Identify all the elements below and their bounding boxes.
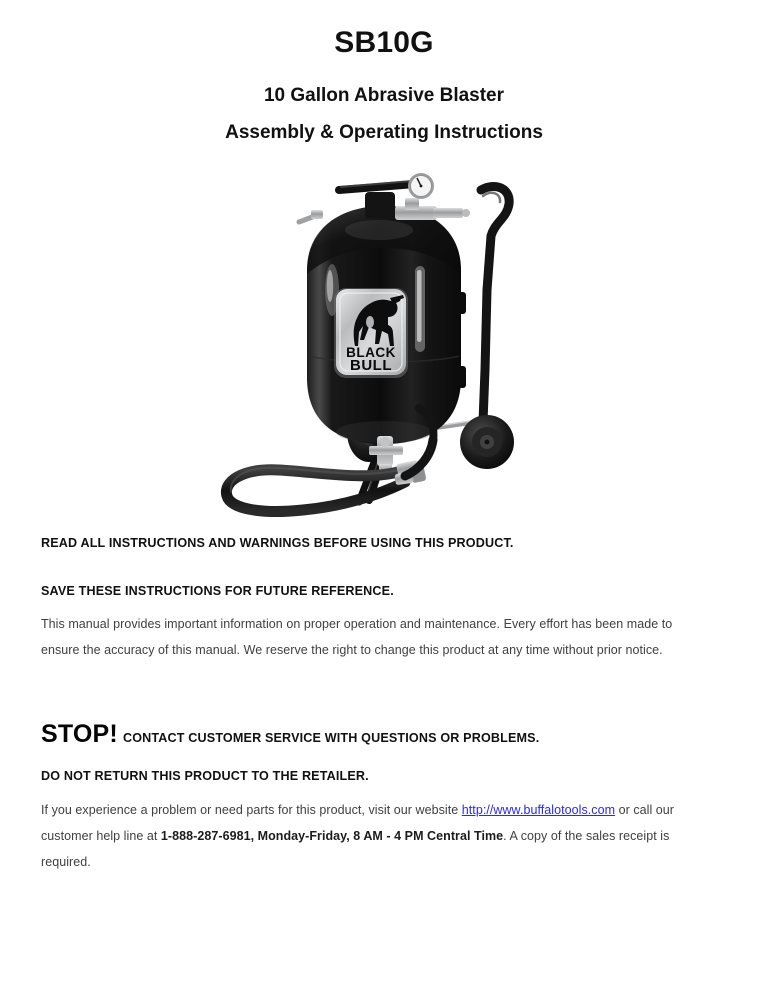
abrasive-blaster-illustration [219, 170, 549, 520]
support-paragraph [41, 797, 689, 875]
spacer [41, 552, 689, 584]
manual-paragraph: This manual provides important information on proper operation and maintenance. Every effort has been made to ensure the accuracy of this manual. We reserve the right to change this product at any time without prior notice. [41, 617, 673, 658]
badge-line1: BLACK [346, 345, 396, 360]
support-text-part3: . A copy of the sales receipt is required. [41, 829, 670, 870]
page-title: SB10G [334, 26, 434, 59]
page-subtitle-secondary: Assembly & Operating Instructions [225, 121, 543, 143]
spacer [41, 785, 689, 797]
spacer [41, 749, 689, 769]
support-hours: 1-888-287-6981, Monday-Friday, 8 AM - 4 PM Central Time [160, 829, 504, 844]
notice-read-all: READ ALL INSTRUCTIONS AND WARNINGS BEFORE USING THIS PRODUCT. [41, 536, 514, 550]
cart-handle [481, 186, 509, 422]
stop-heading [41, 719, 689, 749]
document-body [41, 536, 689, 875]
support-text-part2: or call our customer help line at [41, 803, 675, 844]
spacer [41, 599, 689, 611]
stop-word: STOP! [41, 720, 118, 749]
notice-do-not-return: DO NOT RETURN THIS PRODUCT TO THE RETAILER. [41, 769, 369, 784]
tank-top-assembly [299, 173, 470, 222]
notice-save-these: SAVE THESE INSTRUCTIONS FOR FUTURE REFERENCE. [41, 583, 394, 598]
pressure-gauge [408, 173, 434, 199]
product-image [0, 170, 768, 525]
stop-rest-text: CONTACT CUSTOMER SERVICE WITH QUESTIONS OR PROBLEMS. [122, 731, 540, 746]
badge-line2: BULL [350, 357, 392, 374]
black-bull-badge [334, 288, 408, 378]
page-subtitle: 10 Gallon Abrasive Blaster [263, 85, 505, 106]
website-link[interactable]: http://www.buffalotools.com [461, 803, 616, 818]
front-wheel [460, 415, 514, 469]
support-text-part1: If you experience a problem or need parts for this product, visit our website [41, 803, 462, 818]
title-block [0, 0, 768, 145]
spacer [41, 663, 689, 719]
